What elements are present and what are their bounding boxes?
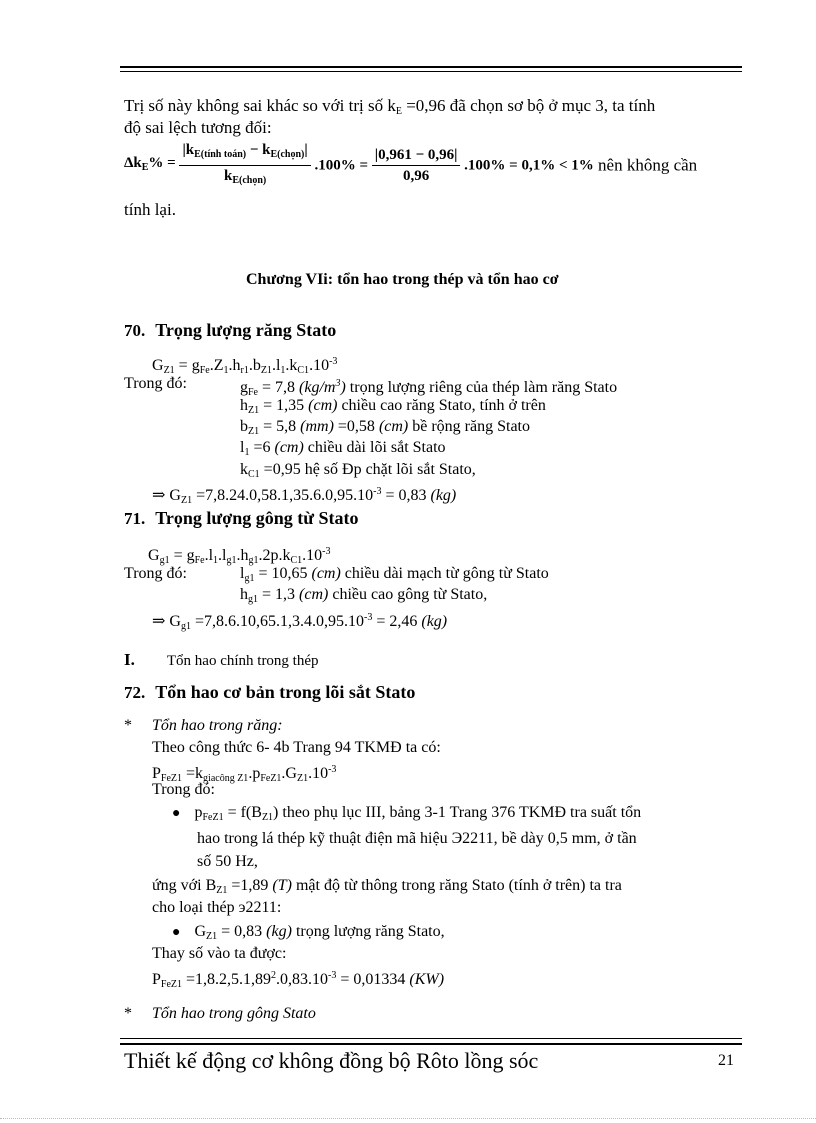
s70-line-1: $g_{Fe} = 7,8$ $(kg/m^3)$ trọng lượng riêng của thép làm răng Stato xyxy=(240,378,618,398)
s71-formula: $G_{g1} = g_{Fe}.l_1.l_{g1}.h_{g1}.2p.k_{C1}.10^{-3}$ xyxy=(148,546,331,566)
section-71-heading: 71. Trọng lượng gông từ Stato xyxy=(124,508,359,528)
implies-arrow-icon: ⇒ xyxy=(152,613,166,630)
chapter-title: Chương VIi: tổn hao trong thép và tổn hao cơ xyxy=(246,271,559,288)
asterisk-icon: * xyxy=(124,1005,132,1022)
s71-result: ⇒ $G_{g1} =7,8.6.10,65.1,3.4.0,95.10^{-3} = 2,46$ (kg) xyxy=(152,612,448,632)
footer-title: Thiết kế động cơ không đồng bộ Rôto lồng sóc xyxy=(124,1048,539,1073)
s70-line-2: $h_{Z1} = 1,35$ (cm) chiều cao răng Stato, tính ở trên xyxy=(240,397,546,416)
header-rule-bottom xyxy=(120,71,742,72)
page-edge-dotted-rule xyxy=(0,1118,816,1119)
s70-line-3: $b_{Z1} = 5,8$ (mm) =0,58 (cm) bề rộng răng Stato xyxy=(240,418,530,437)
s71-where: Trong đó: xyxy=(124,565,187,582)
s72-bullet-2: ● $G_{Z1} = 0,83$ (kg) trọng lượng răng Stato, xyxy=(172,923,445,942)
intro-line-1: Trị số này không sai khác so với trị số $k_E =0,96$ đã chọn sơ bộ ở mục 3, ta tính xyxy=(124,96,656,117)
bullet-icon: ● xyxy=(172,806,181,821)
section-I-heading: I. Tổn hao chính trong thép xyxy=(124,650,319,669)
s72-ref: Theo công thức 6- 4b Trang 94 TKMĐ ta có: xyxy=(152,739,441,756)
s72-thay-so: Thay số vào ta được: xyxy=(152,945,287,962)
star-item-yoke: * Tổn hao trong gông Stato xyxy=(124,1005,316,1022)
s72-result: $P_{FeZ1} =1,8.2,5.1,89^2.0,83.10^{-3} = 0,01334$ (KW) xyxy=(152,970,445,990)
s72-cho-loai: cho loại thép э2211: xyxy=(152,899,282,916)
fraction-ratio: $\frac{|k_{E(tính toán)} - k_{E(chọn)}|}{k_{E(chọn)}}$ xyxy=(179,140,310,191)
header-rule-top xyxy=(120,66,742,68)
s71-line-2: $h_{g1} = 1,3$ (cm) chiều cao gông từ Stato, xyxy=(240,586,488,605)
s70-formula: $G_{Z1} = g_{Fe}.Z_1.h_{r1}.b_{Z1}.l_1.k_{C1}.10^{-3}$ xyxy=(152,356,338,376)
section-72-heading: 72. Tổn hao cơ bản trong lõi sắt Stato xyxy=(124,682,416,702)
intro-line-4: tính lại. xyxy=(124,200,176,219)
s72-ung-voi: ứng với $B_{Z1} =1,89$ (T) mật độ từ thông trong răng Stato (tính ở trên) ta tra xyxy=(152,877,622,896)
footer-rule-top xyxy=(120,1038,742,1039)
s72-bullet-1: ● $p_{FeZ1} = f(B_{Z1})$ theo phụ lục III, bảng 3-1 Trang 376 TKMĐ tra suất tổn xyxy=(172,804,642,823)
intro-line-2: độ sai lệch tương đối: xyxy=(124,118,272,137)
implies-arrow-icon: ⇒ xyxy=(152,487,166,504)
page-number: 21 xyxy=(718,1052,734,1069)
s70-where: Trong đó: xyxy=(124,375,187,392)
s70-line-4: $l_1 =6$ (cm) chiều dài lõi sắt Stato xyxy=(240,439,446,458)
star-item-teeth: * Tổn hao trong răng: xyxy=(124,717,283,734)
s72-bullet-1-line-3: số 50 Hz, xyxy=(197,853,258,870)
asterisk-icon: * xyxy=(124,717,132,734)
section-70-heading: 70. Trọng lượng răng Stato xyxy=(124,320,337,340)
s72-bullet-1-line-2: hao trong lá thép kỹ thuật điện mã hiệu Э2211, bề dày 0,5 mm, ở tần xyxy=(197,830,637,847)
bullet-icon: ● xyxy=(172,925,181,940)
s72-where: Trong đó: xyxy=(152,781,215,798)
s70-result: ⇒ $G_{Z1} =7,8.24.0,58.1,35.6.0,95.10^{-3} = 0,83$ (kg) xyxy=(152,486,457,506)
fraction-values: $\frac{|0,961 - 0,96|}{0,96}$ xyxy=(372,145,461,186)
s70-line-5: $k_{C1} =0,95$ hệ số Đp chặt lõi sắt Stato, xyxy=(240,461,476,480)
deviation-formula: $\Delta k_E\%$ = $\frac{|k_{E(tính toán)} - k_{E(chọn)}|}{k_{E(chọn)}}$ .100% = $\frac{|0,961 - 0,96|}{0,96}$ .100% = 0,1% < 1% nên không cần xyxy=(124,140,697,196)
s72-formula: $P_{FeZ1} =k_{giacông Z1}.p_{FeZ1}.G_{Z1}.10^{-3}$ xyxy=(152,764,337,784)
footer-rule-bottom xyxy=(120,1043,742,1045)
s71-line-1: $l_{g1} = 10,65$ (cm) chiều dài mạch từ gông từ Stato xyxy=(240,565,549,584)
